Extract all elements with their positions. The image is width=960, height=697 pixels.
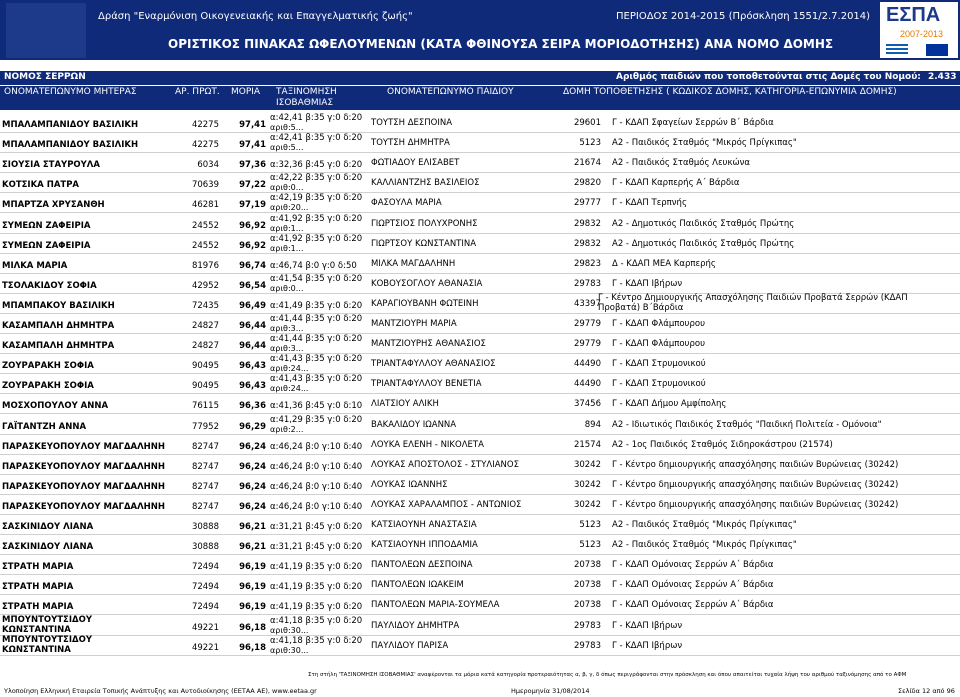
mother-name: ΜΙΛΚΑ ΜΑΡΙΑ <box>2 260 68 271</box>
structure-name: Γ - ΚΔΑΠ Ιβήρων <box>612 620 683 631</box>
structure-code: 29779 <box>573 319 601 329</box>
tie-number: αριθ:1... <box>270 223 304 233</box>
protocol-number: 72494 <box>191 582 219 593</box>
tie-ranking: α:42,22 β:35 γ:0 δ:20 <box>270 173 363 184</box>
mother-name: ΠΑΡΑΣΚΕΥΟΠΟΥΛΟΥ ΜΑΓΔΑΛΗΝΗ <box>2 481 166 492</box>
structure-code: 29783 <box>573 640 601 651</box>
structure-name: Γ - ΚΔΑΠ Ιβήρων <box>612 640 683 651</box>
structure-name: Α2 - Παιδικός Σταθμός "Μικρός Πρίγκιπας" <box>612 520 797 530</box>
structure-code: 21674 <box>573 158 601 169</box>
child-name: ΛΟΥΚΑ ΕΛΕΝΗ - ΝΙΚΟΛΕΤΑ <box>371 439 484 450</box>
program-period: ΠΕΡΙΟΔΟΣ 2014-2015 (Πρόσκληση 1551/2.7.2014) <box>616 11 871 22</box>
structure-name: Γ - ΚΔΑΠ Ομόνοιας Σερρών Α΄ Βάρδια <box>612 560 774 571</box>
table-row <box>0 615 960 636</box>
table-row <box>0 132 960 153</box>
protocol-number: 42275 <box>191 140 219 151</box>
child-name: ΒΑΚΑΛΙΔΟΥ ΙΩΑΝΝΑ <box>371 419 457 430</box>
tie-ranking: α:42,41 β:35 γ:0 δ:20 <box>270 113 363 123</box>
table-row <box>0 112 960 133</box>
prefecture-bar <box>0 71 960 85</box>
points-value: 97,22 <box>239 180 266 191</box>
protocol-number: 49221 <box>191 642 219 653</box>
table-row <box>0 172 960 193</box>
col-points: ΜΟΡΙΑ <box>231 87 261 97</box>
table-row <box>0 192 960 213</box>
mother-name: ΣΥΜΕΩΝ ΖΑΦΕΙΡΙΑ <box>2 220 91 231</box>
child-name: ΤΡΙΑΝΤΑΦΥΛΛΟΥ ΑΘΑΝΑΣΙΟΣ <box>371 359 496 370</box>
table-row <box>0 373 960 394</box>
tie-ranking: α:42,41 β:35 γ:0 δ:20 <box>270 133 363 144</box>
structure-code: 29823 <box>573 258 601 269</box>
structure-code: 20738 <box>573 560 601 571</box>
protocol-number: 82747 <box>191 461 219 472</box>
child-name: ΛΟΥΚΑΣ ΑΠΟΣΤΟΛΟΣ - ΣΤΥΛΙΑΝΟΣ <box>371 459 519 470</box>
table-row <box>0 273 960 294</box>
mother-name: ΠΑΡΑΣΚΕΥΟΠΟΥΛΟΥ ΜΑΓΔΑΛΗΝΗ <box>2 501 166 512</box>
tie-ranking: α:46,24 β:0 γ:10 δ:40 <box>270 441 363 452</box>
tie-ranking: α:41,44 β:35 γ:0 δ:20 <box>270 314 363 324</box>
tie-ranking: α:41,36 β:45 γ:0 δ:10 <box>270 401 363 412</box>
tie-ranking: α:41,43 β:35 γ:0 δ:20 <box>270 354 363 365</box>
tie-ranking: α:41,92 β:35 γ:0 δ:20 <box>270 233 363 244</box>
mother-name: ΖΟΥΡΑΡΑΚΗ ΣΟΦΙΑ <box>2 361 94 372</box>
child-name: ΚΟΒΟΥΣΟΓΛΟΥ ΑΘΑΝΑΣΙΑ <box>371 278 483 289</box>
tie-ranking: α:46,24 β:0 γ:10 δ:40 <box>270 461 363 472</box>
structure-name: Γ - ΚΔΑΠ Σφαγείων Σερρών Β΄ Βάρδια <box>612 118 774 128</box>
protocol-number: 72494 <box>191 562 219 573</box>
child-name: ΤΟΥΤΣΗ ΔΗΜΗΤΡΑ <box>371 138 450 149</box>
tie-ranking: α:42,19 β:35 γ:0 δ:20 <box>270 193 363 204</box>
children-count-label: Αριθμός παιδιών που τοποθετούνται στις Δομές του Νομού: <box>616 72 921 82</box>
protocol-number: 70639 <box>191 180 219 191</box>
col-ranking: ΤΑΞΙΝΟΜΗΣΗ <box>276 87 337 97</box>
structure-name: Γ - ΚΔΑΠ Στρυμονικού <box>612 359 706 370</box>
table-row <box>0 574 960 595</box>
espa-logo <box>880 2 958 58</box>
structure-name: Γ - ΚΔΑΠ Τερπνής <box>612 198 687 209</box>
points-value: 96,92 <box>239 220 266 231</box>
structure-name: Γ - ΚΔΑΠ Φλάμπουρου <box>612 339 705 350</box>
protocol-number: 81976 <box>191 260 219 271</box>
points-value: 96,24 <box>239 481 266 492</box>
mother-name: ΣΑΣΚΙΝΙΔΟΥ ΛΙΑΝΑ <box>2 522 94 532</box>
structure-name: Γ - Κέντρο δημιουργικής απασχόλησης παιδιών Βυρώνειας (30242) <box>612 459 899 470</box>
protocol-number: 46281 <box>191 200 219 211</box>
structure-code: 5123 <box>579 540 601 551</box>
mother-name: ΤΣΟΛΑΚΙΔΟΥ ΣΟΦΙΑ <box>2 280 97 291</box>
tie-ranking: α:41,92 β:35 γ:0 δ:20 <box>270 213 363 224</box>
protocol-number: 82747 <box>191 441 219 452</box>
flags-icon <box>882 44 956 56</box>
tie-ranking: α:41,43 β:35 γ:0 δ:20 <box>270 374 363 385</box>
structure-name: Γ - ΚΔΑΠ Φλάμπουρου <box>612 319 705 329</box>
protocol-number: 42952 <box>191 280 219 291</box>
table-row <box>0 454 960 475</box>
table-row <box>0 152 960 173</box>
mother-name: ΠΑΡΑΣΚΕΥΟΠΟΥΛΟΥ ΜΑΓΔΑΛΗΝΗ <box>2 461 166 472</box>
points-value: 96,44 <box>239 321 266 331</box>
structure-name: Α2 - Δημοτικός Παιδικός Σταθμός Πρώτης <box>612 238 795 249</box>
child-name: ΚΑΛΛΙΑΝΤΖΗΣ ΒΑΣΙΛΕΙΟΣ <box>371 178 480 189</box>
child-name: ΜΑΝΤΖΙΟΥΡΗ ΜΑΡΙΑ <box>371 319 457 329</box>
protocol-number: 76115 <box>191 401 219 412</box>
child-name: ΤΟΥΤΣΗ ΔΕΣΠΟΙΝΑ <box>371 118 453 128</box>
tie-ranking: α:41,19 β:35 γ:0 δ:20 <box>270 582 363 593</box>
structure-name: Γ - Κέντρο δημιουργικής απασχόλησης παιδιών Βυρώνειας (30242) <box>612 479 899 490</box>
mother-name: ΣΤΡΑΤΗ ΜΑΡΙΑ <box>2 582 74 593</box>
child-name: ΛΟΥΚΑΣ ΧΑΡΑΛΑΜΠΟΣ - ΑΝΤΩΝΙΟΣ <box>371 499 522 510</box>
structure-name: Γ - ΚΔΑΠ Ομόνοιας Σερρών Α΄ Βάρδια <box>612 580 774 591</box>
children-count: 2.433 <box>928 72 957 82</box>
child-name: ΠΑΥΛΙΔΟΥ ΔΗΜΗΤΡΑ <box>371 620 460 631</box>
col-mother: ΟΝΟΜΑΤΕΠΩΝΥΜΟ ΜΗΤΕΡΑΣ <box>4 87 137 97</box>
table-row <box>0 293 960 314</box>
points-value: 96,43 <box>239 381 266 392</box>
tie-ranking: α:41,49 β:35 γ:0 δ:20 <box>270 300 363 311</box>
child-name: ΜΙΛΚΑ ΜΑΓΔΑΛΗΝΗ <box>371 258 456 269</box>
structure-code: 29820 <box>573 178 601 189</box>
mother-name: ΣΑΣΚΙΝΙΔΟΥ ΛΙΑΝΑ <box>2 542 94 553</box>
child-name: ΛΟΥΚΑΣ ΙΩΑΝΝΗΣ <box>371 479 448 490</box>
tie-number: αριθ:20... <box>270 203 309 213</box>
mother-name: ΜΠΑΛΑΜΠΑΝΙΔΟΥ ΒΑΣΙΛΙΚΗ <box>2 140 139 151</box>
points-value: 97,41 <box>239 140 266 151</box>
structure-name: Γ - Κέντρο Δημιουργικής Απασχόλησης Παιδιών Προβατά Σερρών (ΚΔΑΠ Προβατά) Β΄Βάρδια <box>598 292 908 313</box>
structure-code: 44490 <box>573 359 601 370</box>
protocol-number: 30888 <box>191 522 219 532</box>
tie-ranking: α:41,44 β:35 γ:0 δ:20 <box>270 334 363 345</box>
points-value: 96,29 <box>239 421 266 432</box>
structure-name: Γ - ΚΔΑΠ Καρπερής Α΄ Βάρδια <box>612 178 740 189</box>
points-value: 97,41 <box>239 120 266 130</box>
tie-ranking: α:32,36 β:45 γ:0 δ:20 <box>270 160 363 171</box>
points-value: 96,19 <box>239 582 266 593</box>
protocol-number: 82747 <box>191 501 219 512</box>
table-row <box>0 253 960 274</box>
points-value: 96,24 <box>239 461 266 472</box>
points-value: 97,19 <box>239 200 266 211</box>
protocol-number: 24552 <box>191 220 219 231</box>
structure-name: Γ - Κέντρο δημιουργικής απασχόλησης παιδιών Βυρώνειας (30242) <box>612 499 899 510</box>
tie-ranking: α:46,24 β:0 γ:10 δ:40 <box>270 481 363 492</box>
points-value: 96,19 <box>239 602 266 613</box>
mother-name: ΜΠΟΥΝΤΟΥΤΣΙΔΟΥ ΚΩΝΣΤΑΝΤΙΝΑ <box>2 614 92 635</box>
protocol-number: 82747 <box>191 481 219 492</box>
greek-flag-icon <box>886 44 908 56</box>
tie-ranking: α:41,19 β:35 γ:0 δ:20 <box>270 562 363 573</box>
tie-ranking: α:41,54 β:35 γ:0 δ:20 <box>270 273 363 284</box>
tie-number: αριθ:5... <box>270 143 304 153</box>
protocol-number: 72435 <box>191 300 219 311</box>
mother-name: ΖΟΥΡΑΡΑΚΗ ΣΟΦΙΑ <box>2 381 94 392</box>
tie-ranking: α:31,21 β:45 γ:0 δ:20 <box>270 542 363 553</box>
protocol-number: 72494 <box>191 602 219 613</box>
tie-ranking: α:46,24 β:0 γ:10 δ:40 <box>270 501 363 512</box>
structure-name: Γ - ΚΔΑΠ Ομόνοιας Σερρών Α΄ Βάρδια <box>612 600 774 611</box>
program-title: Δράση "Εναρμόνιση Οικογενειακής και Επαγγελματικής ζωής" <box>98 11 413 22</box>
structure-name: Α2 - Δημοτικός Παιδικός Σταθμός Πρώτης <box>612 218 795 229</box>
tie-number: αριθ:0... <box>270 283 304 293</box>
tie-number: αριθ:1... <box>270 243 304 253</box>
structure-code: 29832 <box>573 238 601 249</box>
espa-logo-years: 2007-2013 <box>900 29 944 39</box>
structure-code: 29779 <box>573 339 601 350</box>
tie-number: αριθ:0... <box>270 183 304 193</box>
structure-code: 20738 <box>573 600 601 611</box>
structure-code: 29783 <box>573 620 601 631</box>
col-structure: ΔΟΜΗ ΤΟΠΟΘΕΤΗΣΗΣ ( ΚΩΔΙΚΟΣ ΔΟΜΗΣ, ΚΑΤΗΓΟΡΙΑ-ΕΠΩΝΥΜΙΑ ΔΟΜΗΣ) <box>563 87 897 97</box>
table-row <box>0 393 960 414</box>
protocol-number: 90495 <box>191 381 219 392</box>
tie-number: αριθ:3... <box>270 344 304 354</box>
table-row <box>0 494 960 515</box>
protocol-number: 24827 <box>191 341 219 352</box>
structure-name: Γ - ΚΔΑΠ Στρυμονικού <box>612 379 706 390</box>
table-row <box>0 594 960 615</box>
protocol-number: 24827 <box>191 321 219 331</box>
protocol-number: 30888 <box>191 542 219 553</box>
child-name: ΚΑΤΣΙΑΟΥΝΗ ΙΠΠΟΔΑΜΙΑ <box>371 540 478 551</box>
table-header <box>0 86 960 110</box>
tie-number: αριθ:30... <box>270 625 309 635</box>
tie-ranking: α:41,19 β:35 γ:0 δ:20 <box>270 602 363 613</box>
structure-name: Δ - ΚΔΑΠ ΜΕΑ Καρπερής <box>612 258 716 269</box>
structure-code: 21574 <box>573 439 601 450</box>
table-row <box>0 554 960 575</box>
structure-code: 37456 <box>573 399 601 410</box>
mother-name: ΣΤΡΑΤΗ ΜΑΡΙΑ <box>2 562 74 573</box>
points-value: 96,92 <box>239 240 266 251</box>
structure-name: Α2 - 1ος Παιδικός Σταθμός Σιδηροκάστρου (21574) <box>612 439 833 450</box>
mother-name: ΜΠΑΜΠΑΚΟΥ ΒΑΣΙΛΙΚΗ <box>2 300 115 311</box>
protocol-number: 24552 <box>191 240 219 251</box>
mother-name: ΣΤΡΑΤΗ ΜΑΡΙΑ <box>2 602 74 613</box>
structure-code: 30242 <box>573 459 601 470</box>
structure-code: 894 <box>584 419 601 430</box>
table-row <box>0 474 960 495</box>
mother-name: ΣΥΜΕΩΝ ΖΑΦΕΙΡΙΑ <box>2 240 91 251</box>
structure-code: 44490 <box>573 379 601 390</box>
points-value: 96,74 <box>239 260 266 271</box>
points-value: 96,18 <box>239 642 266 653</box>
structure-code: 5123 <box>579 138 601 149</box>
prefecture-name: ΝΟΜΟΣ ΣΕΡΡΩΝ <box>4 72 86 82</box>
tie-number: αριθ:24... <box>270 364 309 374</box>
points-value: 96,21 <box>239 522 266 532</box>
tie-number: αριθ:30... <box>270 645 309 655</box>
mother-name: ΜΟΣΧΟΠΟΥΛΟΥ ΑΝΝΑ <box>2 401 109 412</box>
table-row <box>0 534 960 555</box>
footer-date: Ημερομηνία 31/08/2014 <box>511 687 590 695</box>
structure-code: 30242 <box>573 499 601 510</box>
points-value: 96,24 <box>239 501 266 512</box>
points-value: 96,44 <box>239 341 266 352</box>
protocol-number: 6034 <box>197 160 219 171</box>
table-row <box>0 353 960 374</box>
child-name: ΦΩΤΙΑΔΟΥ ΕΛΙΣΑΒΕΤ <box>371 158 460 169</box>
child-name: ΓΙΩΡΤΣΟΥ ΚΩΝΣΤΑΝΤΙΝΑ <box>371 238 477 249</box>
document-subtitle: ΟΡΙΣΤΙΚΟΣ ΠΙΝΑΚΑΣ ΩΦΕΛΟΥΜΕΝΩΝ (ΚΑΤΑ ΦΘΙΝΟΥΣΑ ΣΕΙΡΑ ΜΟΡΙΟΔΟΤΗΣΗΣ) ΑΝΑ ΝΟΜΟ ΔΟΜΗΣ <box>168 37 834 51</box>
structure-code: 29777 <box>573 198 601 209</box>
structure-code: 29832 <box>573 218 601 229</box>
child-name: ΦΑΣΟΥΛΑ ΜΑΡΙΑ <box>371 198 442 209</box>
structure-code: 43397 <box>573 298 601 309</box>
structure-name: Α2 - Ιδιωτικός Παιδικός Σταθμός "Παιδική Πολιτεία - Ομόνοια" <box>612 419 882 430</box>
protocol-number: 42275 <box>191 120 219 130</box>
points-value: 96,19 <box>239 562 266 573</box>
footer-note: Στη στήλη 'ΤΑΞΙΝΟΜΗΣΗ ΙΣΟΒΑΘΜΙΑΣ' αναφέρονται τα μόρια κατά κατηγορία προτεραιότητας α, β, γ, δ όπως περιγράφονται στην πρόσκληση και όπου απαιτείται τυχαία λήψη του αριθμού ταξινόμησης από το ΑΦΜ <box>308 672 907 678</box>
mother-name: ΜΠΑΛΑΜΠΑΝΙΔΟΥ ΒΑΣΙΛΙΚΗ <box>2 120 139 130</box>
col-ranking-line2: ΙΣΟΒΑΘΜΙΑΣ <box>276 98 334 108</box>
col-protocol: ΑΡ. ΠΡΩΤ. <box>175 87 220 97</box>
child-name: ΠΑΥΛΙΔΟΥ ΠΑΡΙΣΑ <box>371 640 449 651</box>
program-logo <box>6 3 86 58</box>
tie-number: αριθ:3... <box>270 324 304 333</box>
structure-name: Α2 - Παιδικός Σταθμός "Μικρός Πρίγκιπας" <box>612 138 797 149</box>
points-value: 96,36 <box>239 401 266 412</box>
header-banner <box>0 0 960 60</box>
tie-number: αριθ:2... <box>270 424 304 434</box>
mother-name: ΓΑΪΤΑΝΤΖΗ ΑΝΝΑ <box>2 421 87 432</box>
child-name: ΚΑΤΣΙΑΟΥΝΗ ΑΝΑΣΤΑΣΙΑ <box>371 520 477 530</box>
tie-number: αριθ:5... <box>270 123 304 132</box>
protocol-number: 49221 <box>191 622 219 633</box>
structure-name: Γ - ΚΔΑΠ Ιβήρων <box>612 278 683 289</box>
tie-ranking: α:41,18 β:35 γ:0 δ:20 <box>270 615 363 626</box>
mother-name: ΣΙΟΥΣΙΑ ΣΤΑΥΡΟΥΛΑ <box>2 160 100 171</box>
mother-name: ΜΠΑΡΤΖΑ ΧΡΥΣΑΝΘΗ <box>2 200 105 211</box>
footer-organization: Υλοποίηση Ελληνική Εταιρεία Τοπικής Ανάπτυξης και Αυτοδιοίκησης (ΕΕΤΑΑ ΑΕ), www.eetaa.gr <box>4 687 317 695</box>
points-value: 96,21 <box>239 542 266 553</box>
structure-name: Α2 - Παιδικός Σταθμός Λευκώνα <box>612 158 750 169</box>
structure-code: 30242 <box>573 479 601 490</box>
points-value: 96,43 <box>239 361 266 372</box>
col-child: ΟΝΟΜΑΤΕΠΩΝΥΜΟ ΠΑΙΔΙΟΥ <box>387 87 514 97</box>
tie-ranking: α:31,21 β:45 γ:0 δ:20 <box>270 522 363 532</box>
page-number: Σελίδα 12 από 96 <box>898 687 955 695</box>
table-row <box>0 233 960 254</box>
child-name: ΠΑΝΤΟΛΕΩΝ ΜΑΡΙΑ-ΣΟΥΜΕΛΑ <box>371 600 500 611</box>
tie-ranking: α:41,29 β:35 γ:0 δ:20 <box>270 414 363 425</box>
table-row <box>0 333 960 354</box>
eu-flag-icon <box>926 44 948 56</box>
mother-name: ΚΑΣΑΜΠΑΛΗ ΔΗΜΗΤΡΑ <box>2 321 115 331</box>
table-row <box>0 414 960 435</box>
structure-code: 20738 <box>573 580 601 591</box>
structure-code: 29601 <box>573 118 601 128</box>
points-value: 97,36 <box>239 160 266 171</box>
mother-name: ΠΑΡΑΣΚΕΥΟΠΟΥΛΟΥ ΜΑΓΔΑΛΗΝΗ <box>2 441 166 452</box>
child-name: ΛΙΑΤΣΙΟΥ ΑΛΙΚΗ <box>371 399 439 410</box>
structure-name: Γ - ΚΔΑΠ Δήμου Αμφίπολης <box>612 399 727 410</box>
child-name: ΓΙΩΡΤΣΙΟΣ ΠΟΛΥΧΡΟΝΗΣ <box>371 218 478 229</box>
table-row <box>0 434 960 455</box>
mother-name: ΚΑΣΑΜΠΑΛΗ ΔΗΜΗΤΡΑ <box>2 341 115 352</box>
child-name: ΠΑΝΤΟΛΕΩΝ ΔΕΣΠΟΙΝΑ <box>371 560 473 571</box>
espa-logo-text: ΕΣΠΑ <box>886 4 941 26</box>
points-value: 96,18 <box>239 622 266 633</box>
table-row <box>0 514 960 535</box>
table-row <box>0 313 960 334</box>
structure-code: 29783 <box>573 278 601 289</box>
child-name: ΤΡΙΑΝΤΑΦΥΛΛΟΥ ΒΕΝΕΤΙΑ <box>371 379 482 390</box>
table-row <box>0 635 960 656</box>
protocol-number: 77952 <box>191 421 219 432</box>
tie-ranking: α:41,18 β:35 γ:0 δ:20 <box>270 635 363 646</box>
structure-name: Α2 - Παιδικός Σταθμός "Μικρός Πρίγκιπας" <box>612 540 797 551</box>
tie-number: αριθ:24... <box>270 384 309 394</box>
child-name: ΜΑΝΤΖΙΟΥΡΗΣ ΑΘΑΝΑΣΙΟΣ <box>371 339 486 350</box>
table-row <box>0 213 960 234</box>
child-name: ΚΑΡΑΓΙΟΥΒΑΝΗ ΦΩΤΕΙΝΗ <box>371 298 479 309</box>
child-name: ΠΑΝΤΟΛΕΩΝ ΙΩΑΚΕΙΜ <box>371 580 464 591</box>
points-value: 96,49 <box>239 300 266 311</box>
protocol-number: 90495 <box>191 361 219 372</box>
mother-name: ΜΠΟΥΝΤΟΥΤΣΙΔΟΥ ΚΩΝΣΤΑΝΤΙΝΑ <box>2 634 92 655</box>
tie-ranking: α:46,74 β:0 γ:0 δ:50 <box>270 260 357 271</box>
points-value: 96,54 <box>239 280 266 291</box>
structure-code: 5123 <box>579 520 601 530</box>
points-value: 96,24 <box>239 441 266 452</box>
mother-name: ΚΟΤΣΙΚΑ ΠΑΤΡΑ <box>2 180 80 191</box>
